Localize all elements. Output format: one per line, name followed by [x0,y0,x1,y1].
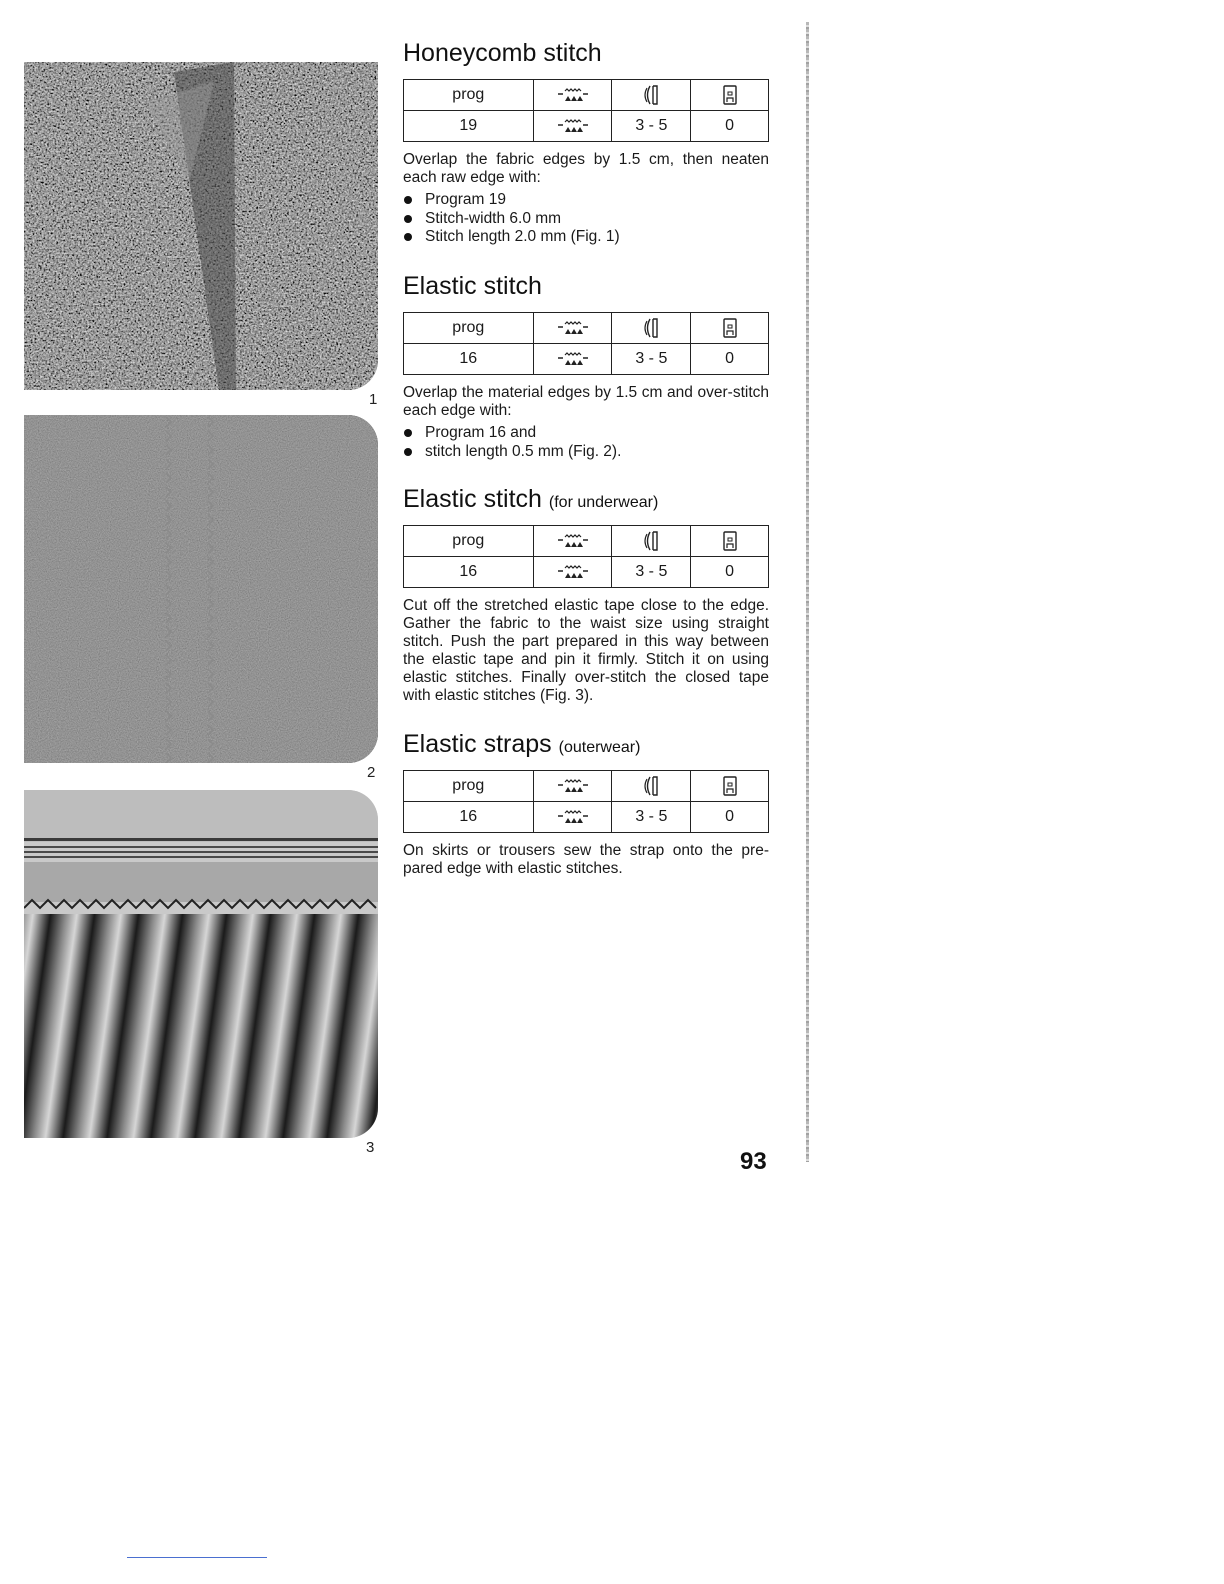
value-presser-foot: 0 [691,111,769,142]
header-prog: prog [404,313,534,344]
stitch-width-icon [533,771,612,802]
section-title: Elastic stitch [403,272,542,300]
value-presser-foot: 0 [691,802,769,833]
value-stitch-length: 3 - 5 [612,111,691,142]
presser-foot-icon [691,526,769,557]
header-prog: prog [404,526,534,557]
divider [127,1557,267,1558]
value-prog: 16 [404,557,534,588]
bullet-list [403,191,769,247]
value-stitch-length: 3 - 5 [612,802,691,833]
settings-table [403,525,769,588]
stitch-length-icon [612,526,691,557]
stitch-length-icon [612,80,691,111]
bullet-item: stitch length 0.5 mm (Fig. 2). [403,443,769,462]
value-prog: 16 [404,344,534,375]
stitch-width-icon [533,80,612,111]
value-prog: 16 [404,802,534,833]
bullet-list [403,424,769,461]
stitch-pattern-icon [533,344,612,375]
section-honeycomb-stitch [403,38,769,247]
section-elastic-straps-outerwear [403,729,769,878]
value-stitch-length: 3 - 5 [612,557,691,588]
section-title: Elastic straps (outerwear) [403,730,641,758]
section-elastic-stitch [403,271,769,461]
value-stitch-length: 3 - 5 [612,344,691,375]
header-prog: prog [404,771,534,802]
presser-foot-icon [691,80,769,111]
value-presser-foot: 0 [691,557,769,588]
stitch-pattern-icon [533,111,612,142]
section-title: Elastic stitch (for underwear) [403,485,659,513]
settings-table [403,79,769,142]
section-title: Honeycomb stitch [403,39,602,67]
value-prog: 19 [404,111,534,142]
section-text: On skirts or trousers sew the strap onto the pre-pared edge with elastic stitches. [403,842,769,877]
stitch-width-icon [533,313,612,344]
bullet-item: Stitch length 2.0 mm (Fig. 1) [403,228,769,247]
figure-1-terry-seam-photo [24,62,378,390]
figure-3-gathered-fabric-photo [24,790,378,1138]
bullet-item: Program 19 [403,191,769,210]
stitch-length-icon [612,313,691,344]
settings-table [403,770,769,833]
stitch-pattern-icon [533,802,612,833]
section-elastic-stitch-underwear [403,484,769,705]
figure-number: 2 [367,764,376,781]
header-prog: prog [404,80,534,111]
presser-foot-icon [691,313,769,344]
figure-number: 3 [366,1139,375,1156]
value-presser-foot: 0 [691,344,769,375]
page-edge-shadow [806,22,809,1162]
stitch-length-icon [612,771,691,802]
presser-foot-icon [691,771,769,802]
figure-number: 1 [369,391,378,408]
section-text: Overlap the material edges by 1.5 cm and over-stitch each edge with: [403,384,769,419]
page-number: 93 [740,1148,767,1175]
section-text: Overlap the fabric edges by 1.5 cm, then neaten each raw edge with: [403,151,769,186]
bullet-item: Stitch-width 6.0 mm [403,210,769,229]
figure-2-elastic-stitch-photo [24,415,378,763]
settings-table [403,312,769,375]
bullet-item: Program 16 and [403,424,769,443]
section-text: Cut off the stretched elastic tape close to the edge. Gather the fabric to the waist size using straight stitch. Push the part prepared in this way between the elastic tape and pin it firmly. Stitch it on using elastic stitches. Finally over-stitch the closed tape with elastic stitches (Fig. 3). [403,597,769,704]
stitch-pattern-icon [533,557,612,588]
stitch-width-icon [533,526,612,557]
